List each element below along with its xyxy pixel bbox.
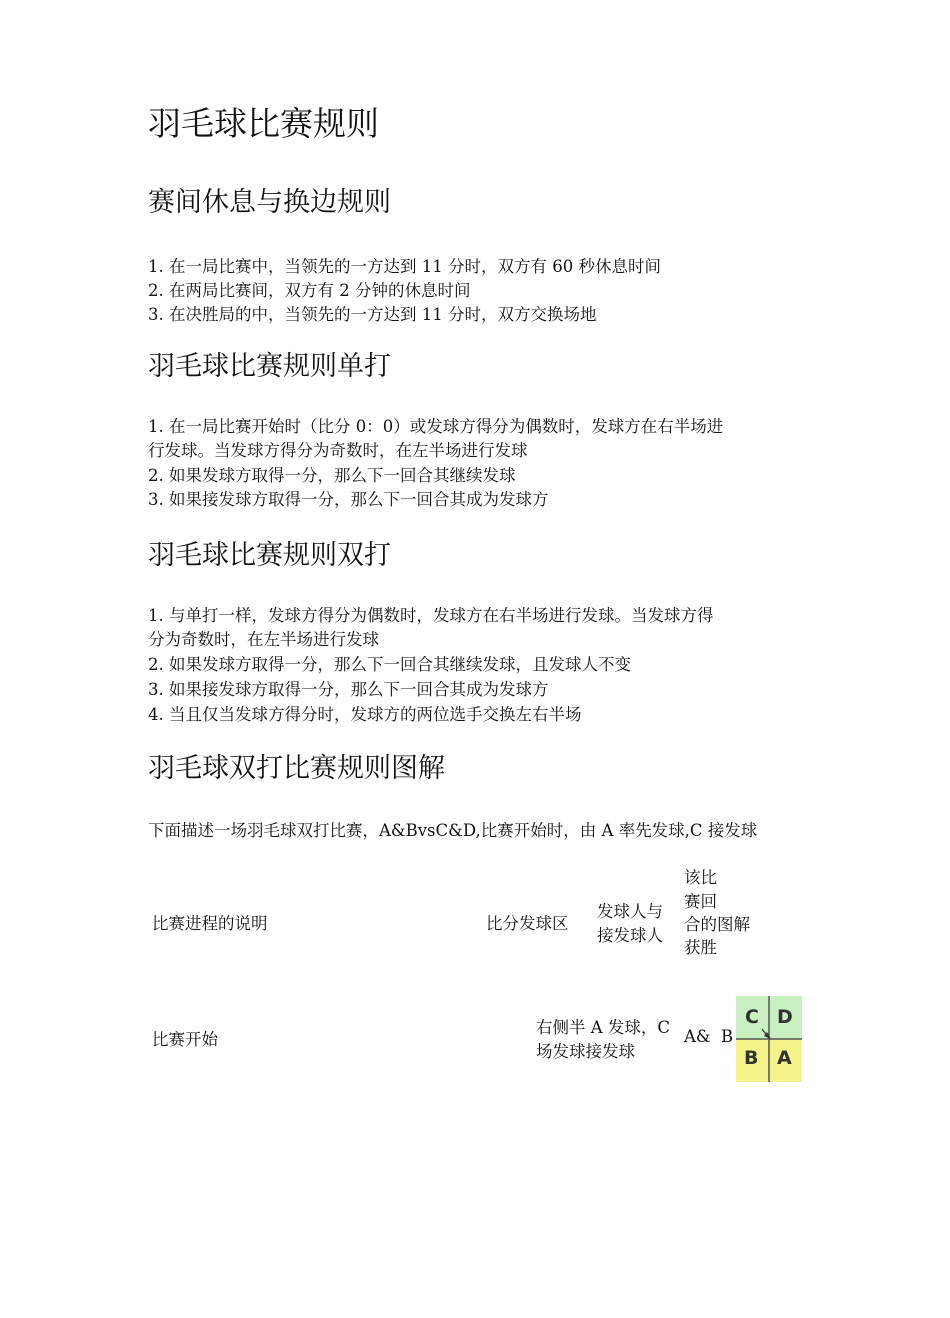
table-header-diagram: 该比 bbox=[684, 868, 717, 887]
table-cell-zone: 场发球接发球 bbox=[536, 1042, 635, 1061]
list-item: 1. 在一局比赛中，当领先的一方达到 11 分时，双方有 60 秒休息时间 bbox=[148, 257, 661, 276]
intro-paragraph: 下面描述一场羽毛球双打比赛，A&BvsC&D,比赛开始时，由 A 率先发球,C 接发球 bbox=[148, 821, 758, 840]
court-label-a: A bbox=[777, 1047, 792, 1069]
list-item: 4. 当且仅当发球方得分时，发球方的两位选手交换左右半场 bbox=[148, 705, 582, 724]
court-label-b: B bbox=[744, 1047, 759, 1069]
list-item: 行发球。当发球方得分为奇数时，在左半场进行发球 bbox=[148, 441, 528, 460]
list-item: 1. 与单打一样，发球方得分为偶数时，发球方在右半场进行发球。当发球方得 bbox=[148, 606, 714, 625]
table-header-description: 比赛进程的说明 bbox=[152, 914, 268, 933]
list-item: 分为奇数时，在左半场进行发球 bbox=[148, 630, 379, 649]
list-item: 3. 在决胜局的中，当领先的一方达到 11 分时，双方交换场地 bbox=[148, 305, 597, 324]
table-header-receiver: 接发球人 bbox=[597, 926, 663, 945]
table-cell-zone: 右侧半 A 发球，C bbox=[536, 1018, 671, 1037]
list-item: 2. 如果发球方取得一分，那么下一回合其继续发球 bbox=[148, 466, 516, 485]
court-label-c: C bbox=[745, 1006, 759, 1028]
section-heading-breaks: 赛间休息与换边规则 bbox=[148, 187, 391, 218]
table-cell-winner: B bbox=[721, 1027, 734, 1046]
table-header-zone: 比分发球区 bbox=[486, 914, 569, 933]
page-title: 羽毛球比赛规则 bbox=[148, 104, 379, 143]
section-heading-illustration: 羽毛球双打比赛规则图解 bbox=[148, 753, 445, 784]
table-header-winner: 获胜 bbox=[684, 938, 717, 957]
list-item: 2. 如果发球方取得一分，那么下一回合其继续发球，且发球人不变 bbox=[148, 655, 631, 674]
table-header-server: 发球人与 bbox=[597, 902, 663, 921]
section-heading-singles: 羽毛球比赛规则单打 bbox=[148, 351, 391, 382]
table-cell-description: 比赛开始 bbox=[152, 1030, 218, 1049]
list-item: 1. 在一局比赛开始时（比分 0：0）或发球方得分为偶数时，发球方在右半场进 bbox=[148, 417, 724, 436]
court-label-d: D bbox=[777, 1006, 793, 1028]
table-header-diagram: 合的图解 bbox=[684, 915, 750, 934]
section-heading-doubles: 羽毛球比赛规则双打 bbox=[148, 540, 391, 571]
list-item: 3. 如果接发球方取得一分，那么下一回合其成为发球方 bbox=[148, 490, 549, 509]
list-item: 3. 如果接发球方取得一分，那么下一回合其成为发球方 bbox=[148, 680, 549, 699]
list-item: 2. 在两局比赛间，双方有 2 分钟的休息时间 bbox=[148, 281, 471, 300]
table-cell-score: A& bbox=[684, 1027, 711, 1046]
court-diagram bbox=[736, 996, 802, 1082]
table-header-diagram: 赛回 bbox=[684, 892, 717, 911]
